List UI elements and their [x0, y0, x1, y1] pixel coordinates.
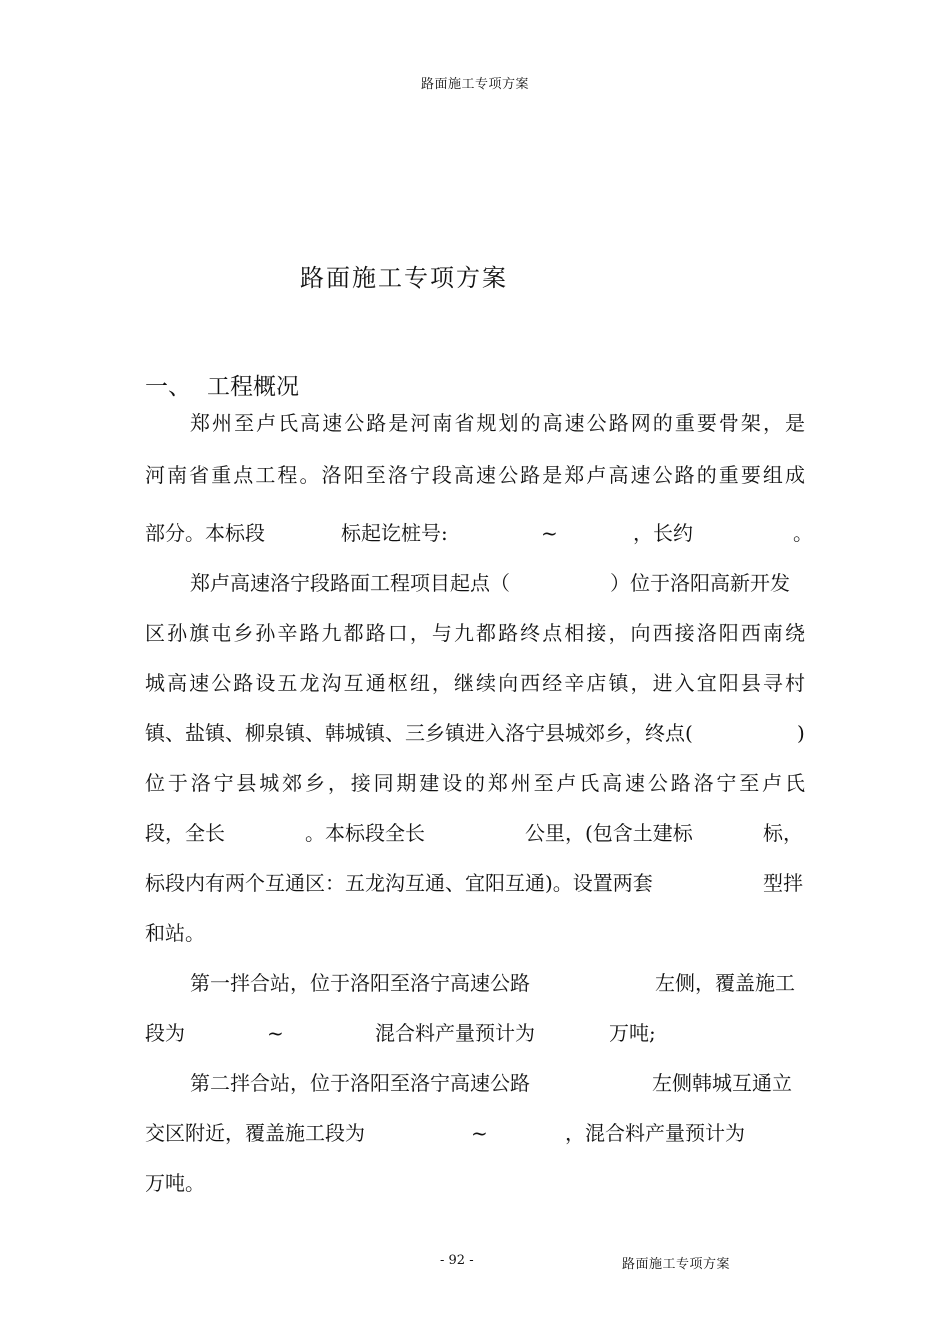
running-header: 路面施工专项方案: [420, 77, 529, 92]
paragraph-line: [145, 718, 805, 748]
text-segment: ）位于洛阳高新开发: [610, 571, 790, 595]
text-segment: 部分。本标段: [145, 521, 265, 545]
paragraph-line: 郑州至卢氏高速公路是河南省规划的高速公路网的重要骨架，是: [190, 411, 805, 435]
text-segment: 标起讫桩号:: [341, 521, 448, 545]
paragraph-line: 城高速公路设五龙沟互通枢纽，继续向西经辛店镇，进入宜阳县寻村: [145, 671, 805, 695]
text-segment: 镇、盐镇、柳泉镇、韩城镇、三乡镇进入洛宁县城郊乡，终点(: [145, 721, 693, 745]
paragraph-line: [145, 868, 805, 898]
text-segment: ，混合料产量预计为: [565, 1121, 745, 1145]
text-segment: 左侧韩城互通立: [652, 1071, 792, 1095]
paragraph-line: [190, 968, 805, 998]
paragraph-line: 位于洛宁县城郊乡，接同期建设的郑州至卢氏高速公路洛宁至卢氏: [145, 771, 805, 795]
text-segment: 郑卢高速洛宁段路面工程项目起点（: [190, 571, 510, 595]
section-title: 工程概况: [207, 374, 299, 400]
text-segment: ~: [471, 1121, 488, 1145]
text-segment: 万吨;: [609, 1021, 656, 1045]
text-segment: 交区附近，覆盖施工段为: [145, 1121, 365, 1145]
text-segment: 标段内有两个互通区：五龙沟互通、宜阳互通)。设置两套: [145, 871, 653, 895]
text-segment: 混合料产量预计为: [375, 1021, 535, 1045]
text-segment: ~: [541, 521, 558, 545]
paragraph-line: [190, 568, 805, 598]
paragraph-line: 和站。: [145, 921, 205, 945]
section-heading: [145, 368, 299, 401]
paragraph-line: [145, 518, 813, 548]
text-segment: 标，: [763, 821, 803, 845]
text-segment: 段为: [145, 1021, 185, 1045]
paragraph-line: [145, 1018, 805, 1048]
document-title: 路面施工专项方案: [300, 264, 508, 292]
text-segment: 。本标段全长: [305, 821, 425, 845]
text-segment: 公里，(包含土建标: [525, 821, 693, 845]
text-segment: 第一拌合站，位于洛阳至洛宁高速公路: [190, 971, 530, 995]
page-number: - 92 -: [440, 1253, 474, 1268]
text-segment: ~: [267, 1021, 284, 1045]
text-segment: 型拌: [763, 871, 803, 895]
paragraph-line: 万吨。: [145, 1171, 205, 1195]
paragraph-line: [145, 1118, 805, 1148]
text-segment: 段，全长: [145, 821, 225, 845]
text-segment: ，长约: [633, 521, 693, 545]
paragraph-line: 区孙旗屯乡孙辛路九都路口，与九都路终点相接，向西接洛阳西南绕: [145, 621, 805, 645]
paragraph-line: [190, 1068, 805, 1098]
text-segment: 第二拌合站，位于洛阳至洛宁高速公路: [190, 1071, 530, 1095]
section-number: 一、: [145, 374, 191, 400]
paragraph-line: 河南省重点工程。洛阳至洛宁段高速公路是郑卢高速公路的重要组成: [145, 463, 805, 487]
running-footer: 路面施工专项方案: [622, 1257, 731, 1272]
text-segment: ): [797, 721, 805, 745]
paragraph-line: [145, 818, 805, 848]
text-segment: 。: [793, 521, 813, 545]
text-segment: 左侧，覆盖施工: [655, 971, 795, 995]
